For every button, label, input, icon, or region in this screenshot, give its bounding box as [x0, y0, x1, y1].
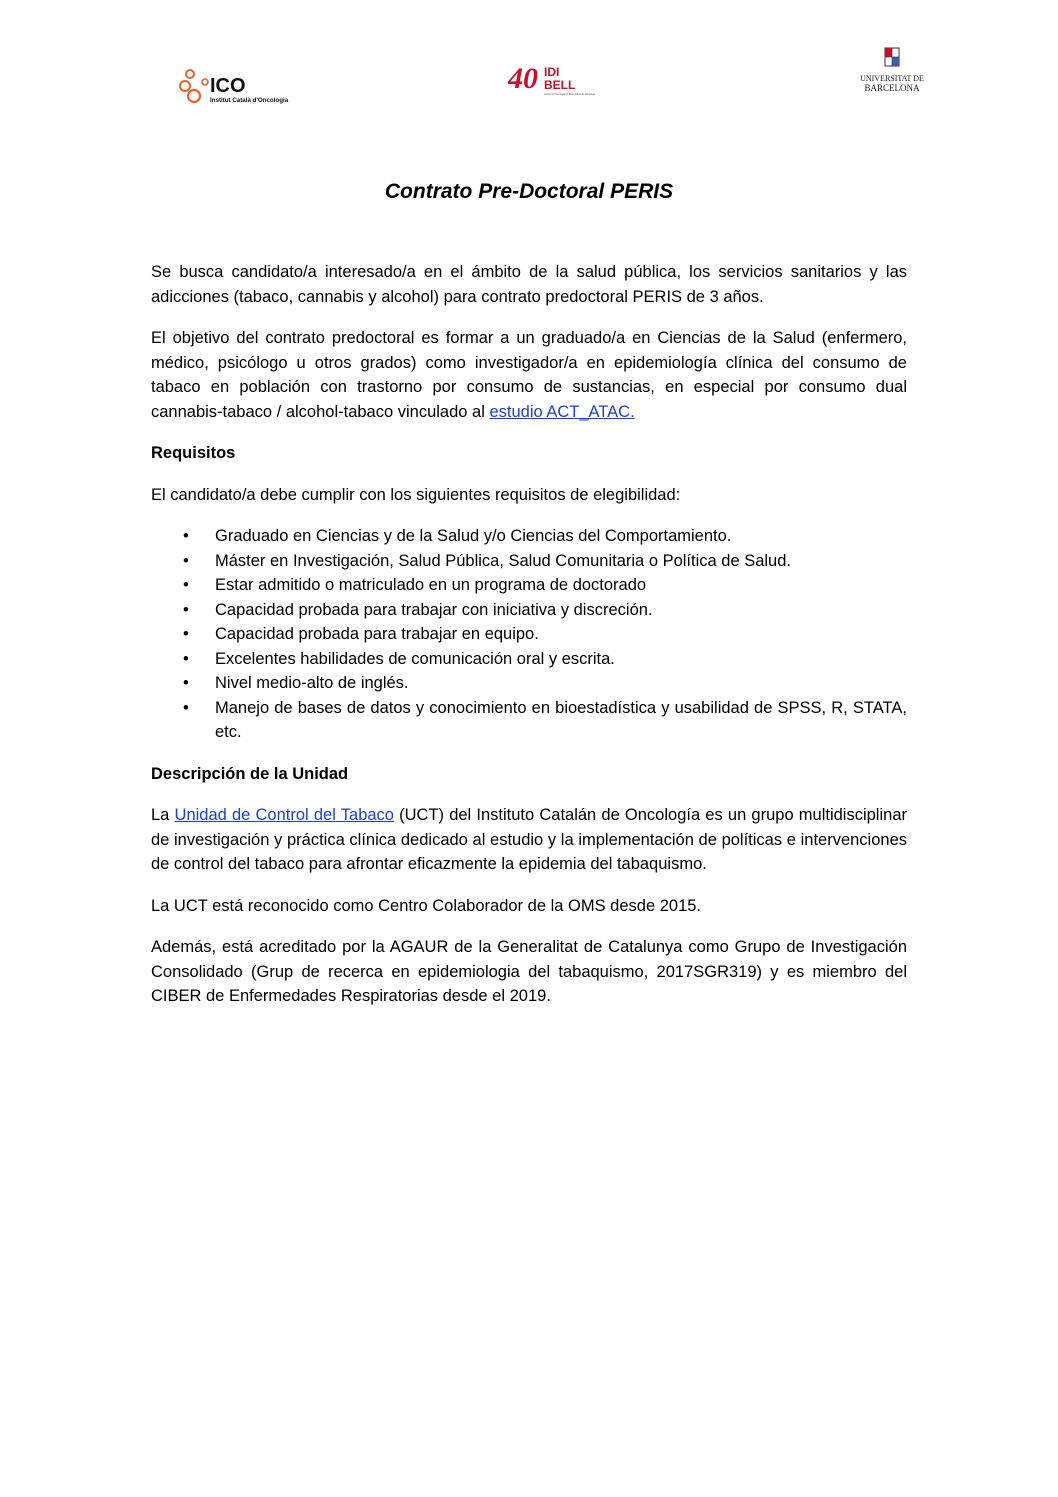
- tobacco-control-unit-link[interactable]: Unidad de Control del Tabaco: [174, 806, 394, 824]
- list-item: [151, 549, 907, 574]
- svg-text:BELL: BELL: [544, 78, 576, 92]
- unit-paragraph-3: Además, está acreditado por la AGAUR de la Generalitat de Catalunya como Grupo de Investigación Consolidado (Grup de recerca en epidemiologia del tabaquismo, 2017SGR319) y es miembro del CIBER de Enfermedades Respiratorias desde el 2019.: [151, 938, 907, 1005]
- intro-paragraph: Se busca candidato/a interesado/a en el ámbito de la salud pública, los servicios sanitarios y las adicciones (tabaco, cannabis y alcohol) para contrato predoctoral PERIS de 3 años.: [151, 263, 907, 306]
- bullet-icon: •: [183, 625, 189, 643]
- bullet-icon: •: [183, 527, 189, 545]
- list-item: [151, 696, 907, 745]
- list-item: [151, 647, 907, 672]
- unit-paragraph-1: [151, 803, 907, 877]
- idibell-logo-numeral: 40: [508, 62, 538, 95]
- bullet-icon: •: [183, 576, 189, 594]
- bullet-icon: •: [183, 649, 189, 668]
- list-item: [151, 671, 907, 696]
- list-item: [151, 598, 907, 623]
- objective-paragraph: [151, 326, 907, 424]
- list-item: [151, 524, 907, 549]
- requirement-text: Capacidad probada para trabajar con iniciativa y discreción.: [215, 600, 653, 619]
- act-atac-study-link[interactable]: estudio ACT_ATAC.: [489, 402, 635, 421]
- bullet-icon: •: [183, 551, 189, 570]
- requirements-intro: El candidato/a debe cumplir con los siguientes requisitos de elegibilidad:: [151, 485, 681, 504]
- requirement-text: Nivel medio-alto de inglés.: [215, 674, 409, 692]
- unit-description-heading: Descripción de la Unidad: [151, 764, 349, 783]
- list-item: [151, 573, 907, 598]
- requirement-text: Capacidad probada para trabajar en equipo.: [215, 625, 539, 643]
- unit-paragraph-2: La UCT está reconocido como Centro Colaborador de la OMS desde 2015.: [151, 896, 702, 915]
- requirement-text: Excelentes habilidades de comunicación oral y escrita.: [215, 649, 615, 668]
- list-item: [151, 622, 907, 647]
- idibell-logo: [508, 58, 598, 104]
- requirement-text: Estar admitido o matriculado en un programa de doctorado: [215, 576, 647, 594]
- document-body: [151, 260, 907, 1026]
- bullet-icon: •: [183, 600, 189, 619]
- header-logos: [0, 0, 1058, 120]
- objective-text: El objetivo del contrato predoctoral es formar a un graduado/a en Ciencias de la Salud (enfermero, médico, psicólogo u otros grados) como investigador/a en epidemiología clínica del consumo de tabaco en población con trastorno por consumo de sustancias, en especial por consumo dual cannabis-tabaco / alcohol-tabaco vinculado al: [151, 329, 907, 421]
- requirements-heading: Requisitos: [151, 444, 236, 462]
- requirement-text: Máster en Investigación, Salud Pública, Salud Comunitaria o Política de Salud.: [215, 551, 791, 570]
- ico-logo-subtitle: Institut Català d'Oncologia: [210, 97, 289, 104]
- ub-logo-line2: BARCELONA: [864, 83, 920, 93]
- ico-logo-mark: ICO: [210, 75, 246, 97]
- unit-p1-prefix: La: [151, 806, 175, 824]
- unit-p1-suffix: (UCT) del Instituto Catalán de Oncología es un grupo multidisciplinar de investigación y práctica clínica dedicado al estudio y la implementación de políticas e intervenciones de control del tabaco para afrontar eficazmente la epidemia del tabaquismo.: [151, 806, 907, 873]
- requirement-text: Manejo de bases de datos y conocimiento en bioestadística y usabilidad de SPSS, R, STATA, etc.: [215, 698, 907, 741]
- bullet-icon: •: [183, 674, 189, 692]
- idibell-logo-tagline: Institut d'Investigació Biomèdica de Bellvitge: [544, 93, 595, 96]
- document-title: Contrato Pre-Doctoral PERIS: [384, 180, 674, 203]
- requirement-text: Graduado en Ciencias y de la Salud y/o Ciencias del Comportamiento.: [215, 527, 732, 545]
- requirements-list: [151, 524, 907, 745]
- ub-logo-line1: UNIVERSITAT DE: [860, 74, 924, 83]
- ico-logo: [178, 64, 298, 106]
- bullet-icon: •: [183, 698, 189, 717]
- svg-text:IDI: IDI: [544, 65, 560, 79]
- ub-logo: [852, 46, 932, 102]
